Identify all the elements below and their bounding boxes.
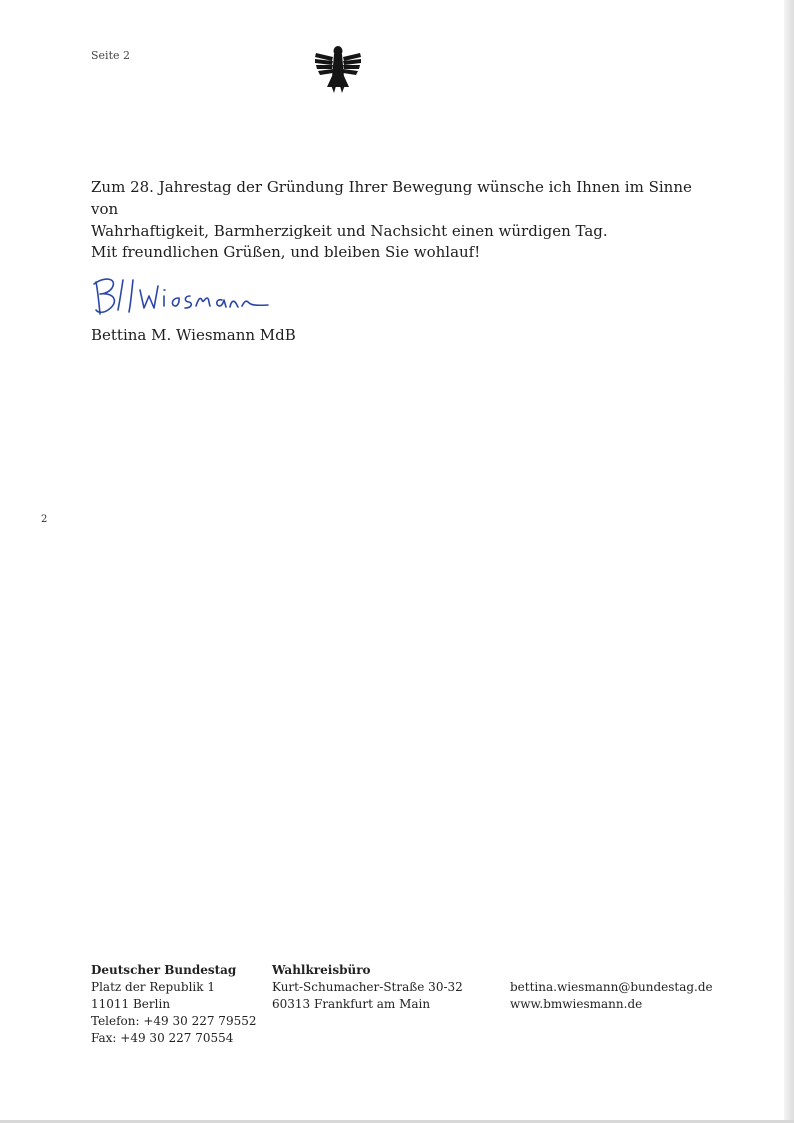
footer-bundestag-city: 11011 Berlin — [91, 997, 171, 1011]
footer-wahlkreis-address — [272, 962, 463, 1013]
footer-bundestag-fax: Fax: +49 30 227 70554 — [91, 1031, 234, 1045]
footer-wahlkreis-street: Kurt-Schumacher-Straße 30-32 — [272, 980, 463, 994]
page-edge-shadow — [784, 0, 794, 1123]
footer-bundestag-street: Platz der Republik 1 — [91, 980, 215, 994]
footer-wahlkreis-city: 60313 Frankfurt am Main — [272, 997, 431, 1011]
signer-name: Bettina M. Wiesmann MdB — [91, 326, 296, 344]
handwritten-signature-icon — [88, 272, 288, 320]
letter-line-1: Zum 28. Jahrestag der Gründung Ihrer Bewegung wünsche ich Ihnen im Sinne von — [91, 178, 692, 218]
letter-body — [91, 176, 721, 242]
federal-eagle-icon — [313, 43, 363, 95]
footer-bundestag-address — [91, 962, 256, 1047]
closing-line: Mit freundlichen Grüßen, und bleiben Sie wohlauf! — [91, 243, 481, 261]
footer-website-link[interactable]: www.bmwiesmann.de — [510, 997, 643, 1011]
footer-bundestag-title: Deutscher Bundestag — [91, 963, 237, 977]
footer-wahlkreis-title: Wahlkreisbüro — [272, 963, 371, 977]
letter-line-2: Wahrhaftigkeit, Barmherzigkeit und Nachsicht einen würdigen Tag. — [91, 222, 608, 240]
footer-bundestag-phone: Telefon: +49 30 227 79552 — [91, 1014, 257, 1028]
page-number-label: Seite 2 — [91, 49, 130, 62]
margin-mark: 2 — [41, 514, 48, 525]
footer-email-link[interactable]: bettina.wiesmann@bundestag.de — [510, 980, 713, 994]
footer-contact — [510, 979, 713, 1013]
